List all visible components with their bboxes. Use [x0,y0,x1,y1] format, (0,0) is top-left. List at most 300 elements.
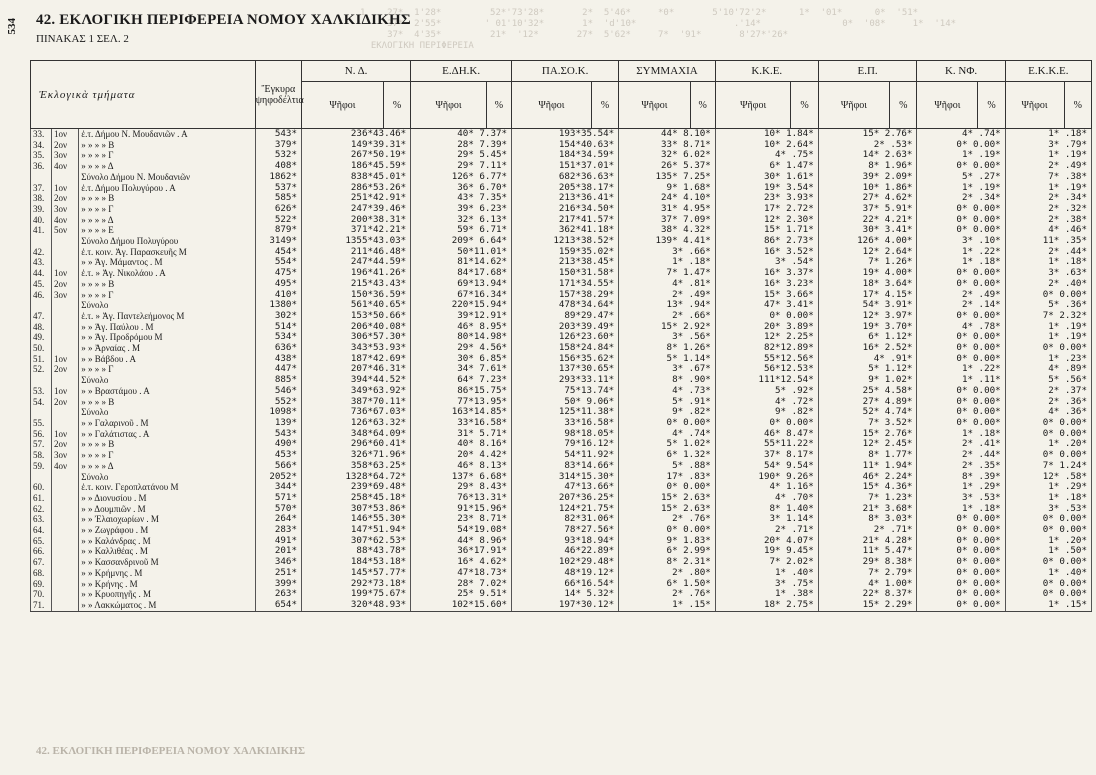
sub-number: 1ον [52,354,79,365]
party-result-cell: 21* 4.28* [818,536,917,547]
district-name: » » » » Β [79,397,255,408]
party-result-cell: 1* .15* [1005,600,1091,611]
header-party-symmachia: ΣΥΜΜΑΧΙΑ [619,61,716,82]
party-result-cell: 2* .34* [917,193,1005,204]
party-result-cell: 26* 5.37* [619,161,716,172]
party-result-cell: 7* 1.24* [1005,461,1091,472]
party-result-cell: 209* 6.64* [411,236,512,247]
table-row [31,140,1092,151]
party-result-cell: 0* 0.00* [1005,418,1091,429]
party-result-cell: 55*12.56* [715,354,818,365]
row-number: 62. [31,504,52,515]
party-result-cell: 29* 7.11* [411,161,512,172]
party-result-cell: 0* 0.00* [715,311,818,322]
table-row [31,183,1092,194]
party-result-cell: 197*30.12* [512,600,619,611]
party-result-cell: 135* 7.25* [619,172,716,183]
valid-ballots: 490* [255,439,301,450]
sub-number: 2ον [52,193,79,204]
table-row [31,375,1092,386]
party-result-cell: 147*51.94* [301,525,410,536]
header-pct: % [890,82,917,129]
row-number: 71. [31,600,52,611]
party-result-cell: 38* 4.32* [619,225,716,236]
district-name: » » Ἁγ. Προδρόμου Μ [79,332,255,343]
party-result-cell: 1* .18* [917,429,1005,440]
header-row-label: Ἐκλογικὰ τμήματα [31,61,256,129]
party-result-cell: 16* 3.52* [715,247,818,258]
sub-number: 4ον [52,461,79,472]
party-result-cell: 200*38.31* [301,215,410,226]
party-result-cell: 838*45.01* [301,172,410,183]
table-row [31,268,1092,279]
party-result-cell: 14* 2.63* [818,150,917,161]
party-result-cell: 6* 1.47* [715,161,818,172]
party-result-cell: 163*14.85* [411,407,512,418]
page-number: 534 [6,18,18,35]
party-result-cell: 14* 5.32* [512,589,619,600]
party-result-cell: 1* .19* [1005,183,1091,194]
party-result-cell: 2* .80* [619,568,716,579]
party-result-cell: 19* 9.45* [715,546,818,557]
party-result-cell: 2* .49* [1005,161,1091,172]
party-result-cell: 216*34.50* [512,204,619,215]
party-result-cell: 5* .56* [1005,375,1091,386]
valid-ballots: 543* [255,429,301,440]
sub-number [52,514,79,525]
row-number: 40. [31,215,52,226]
table-row [31,364,1092,375]
valid-ballots: 201* [255,546,301,557]
party-result-cell: 64* 7.23* [411,375,512,386]
party-result-cell: 1* .11* [917,375,1005,386]
district-name: » » » » Γ [79,290,255,301]
party-result-cell: 4* .70* [715,493,818,504]
valid-ballots: 636* [255,343,301,354]
party-result-cell: 81*14.62* [411,257,512,268]
party-result-cell: 3* .79* [1005,140,1091,151]
party-result-cell: 349*63.92* [301,386,410,397]
party-result-cell: 3* .66* [619,247,716,258]
valid-ballots: 585* [255,193,301,204]
party-result-cell: 293*33.11* [512,375,619,386]
party-result-cell: 28* 7.39* [411,140,512,151]
sub-number: 3ον [52,450,79,461]
party-result-cell: 47*13.66* [512,482,619,493]
party-result-cell: 0* 0.00* [917,525,1005,536]
party-result-cell: 37* 8.17* [715,450,818,461]
party-result-cell: 43* 7.35* [411,193,512,204]
party-result-cell: 40* 7.37* [411,129,512,140]
party-result-cell: 371*42.21* [301,225,410,236]
party-result-cell: 12* .58* [1005,472,1091,483]
valid-ballots: 537* [255,183,301,194]
row-number: 54. [31,397,52,408]
party-result-cell: 4* .72* [715,397,818,408]
party-result-cell: 98*18.05* [512,429,619,440]
header-votes: Ψῆφοι [619,82,690,129]
party-result-cell: 213*38.45* [512,257,619,268]
row-number: 63. [31,514,52,525]
table-row [31,418,1092,429]
district-name: » » » » Δ [79,461,255,472]
sub-number: 2ον [52,364,79,375]
party-result-cell: 20* 4.07* [715,536,818,547]
party-result-cell: 213*36.41* [512,193,619,204]
party-result-cell: 46*22.89* [512,546,619,557]
sub-number: 5ον [52,225,79,236]
party-result-cell: 2* .36* [1005,397,1091,408]
header-pct: % [591,82,618,129]
district-name: » » Ζωγράφου . Μ [79,525,255,536]
party-result-cell: 15* 2.92* [619,322,716,333]
party-result-cell: 11* .35* [1005,236,1091,247]
district-name: » » » » Δ [79,161,255,172]
party-result-cell: 1* .50* [1005,546,1091,557]
district-name: » » » » Β [79,439,255,450]
party-result-cell: 2* .38* [1005,215,1091,226]
party-result-cell: 5* 1.02* [619,439,716,450]
row-number [31,407,52,418]
row-number [31,375,52,386]
valid-ballots: 552* [255,397,301,408]
party-result-cell: 67*16.34* [411,290,512,301]
party-result-cell: 5* .36* [1005,300,1091,311]
party-result-cell: 0* 0.00* [715,418,818,429]
party-result-cell: 362*41.18* [512,225,619,236]
party-result-cell: 32* 6.02* [619,150,716,161]
row-number: 66. [31,546,52,557]
party-result-cell: 27* 4.89* [818,397,917,408]
row-number: 49. [31,332,52,343]
district-name: » » » » Β [79,193,255,204]
table-row [31,193,1092,204]
row-number: 56. [31,429,52,440]
party-result-cell: 47* 3.41* [715,300,818,311]
district-name: » » Λακκώματος . Μ [79,600,255,611]
party-result-cell: 102*15.60* [411,600,512,611]
header-party-ekke: Ε.Κ.Κ.Ε. [1005,61,1091,82]
party-result-cell: 30* 3.41* [818,225,917,236]
valid-ballots: 251* [255,568,301,579]
party-result-cell: 307*62.53* [301,536,410,547]
sub-number: 3ον [52,150,79,161]
party-result-cell: 33*16.58* [512,418,619,429]
party-result-cell: 82*31.06* [512,514,619,525]
sub-number [52,504,79,515]
header-party-ep: Ε.Π. [818,61,917,82]
party-result-cell: 17* 2.72* [715,204,818,215]
party-result-cell: 150*36.59* [301,290,410,301]
party-result-cell: 5* .27* [917,172,1005,183]
page-title: 42. ΕΚΛΟΓΙΚΗ ΠΕΡΙΦΕΡΕΙΑ ΝΟΜΟΥ ΧΑΛΚΙΔΙΚΗΣ [36,12,411,28]
header-pct: % [486,82,511,129]
sub-number: 1ον [52,129,79,140]
valid-ballots: 554* [255,257,301,268]
party-result-cell: 10* 1.84* [715,129,818,140]
party-result-cell: 83*14.66* [512,461,619,472]
party-result-cell: 146*55.30* [301,514,410,525]
table-row [31,172,1092,183]
sub-number [52,375,79,386]
district-name: » » » » Β [79,140,255,151]
party-result-cell: 40* 8.16* [411,439,512,450]
header-party-knf: Κ. ΝΦ. [917,61,1005,82]
party-result-cell: 236*43.46* [301,129,410,140]
party-result-cell: 153*50.66* [301,311,410,322]
party-result-cell: 0* 0.00* [917,557,1005,568]
party-result-cell: 25* 4.58* [818,386,917,397]
party-result-cell: 736*67.03* [301,407,410,418]
party-result-cell: 16* 4.62* [411,557,512,568]
party-result-cell: 0* 0.00* [917,536,1005,547]
party-result-cell: 206*40.08* [301,322,410,333]
table-row [31,407,1092,418]
party-result-cell: 76*13.31* [411,493,512,504]
header-party-kke: Κ.Κ.Ε. [715,61,818,82]
party-result-cell: 55*11.22* [715,439,818,450]
party-result-cell: 5* .92* [715,386,818,397]
party-result-cell: 0* 0.00* [917,568,1005,579]
district-name: ἐ.τ. Δήμου Πολυγύρου . Α [79,183,255,194]
party-result-cell: 207*36.25* [512,493,619,504]
district-name: » » » » Γ [79,364,255,375]
party-result-cell: 46* 8.95* [411,322,512,333]
valid-ballots: 534* [255,332,301,343]
table-row [31,225,1092,236]
table-row [31,461,1092,472]
sub-number [52,493,79,504]
party-result-cell: 0* 0.00* [917,140,1005,151]
party-result-cell: 36*17.91* [411,546,512,557]
district-name: » » Δουμπιῶν . Μ [79,504,255,515]
party-result-cell: 46* 8.47* [715,429,818,440]
header-party-pasok: ΠΑ.ΣΟ.Κ. [512,61,619,82]
table-row [31,354,1092,365]
party-result-cell: 1* .19* [917,183,1005,194]
sub-number [52,343,79,354]
sub-number: 1ον [52,386,79,397]
district-name: Σύνολο [79,300,255,311]
party-result-cell: 126*23.60* [512,332,619,343]
party-result-cell: 2* .34* [1005,193,1091,204]
party-result-cell: 4* 1.00* [818,579,917,590]
district-name: ἐ.τ. » Ἁγ. Νικολάου . Α [79,268,255,279]
party-result-cell: 320*48.93* [301,600,410,611]
party-result-cell: 561*40.65* [301,300,410,311]
district-name: » » Κρυοπηγῆς . Μ [79,589,255,600]
party-result-cell: 124*21.75* [512,504,619,515]
party-result-cell: 1328*64.72* [301,472,410,483]
row-number: 36. [31,161,52,172]
district-name: Σύνολο Δήμου Ν. Μουδανιῶν [79,172,255,183]
party-result-cell: 0* 0.00* [1005,450,1091,461]
party-result-cell: 4* .75* [715,150,818,161]
party-result-cell: 5* .88* [619,461,716,472]
party-result-cell: 22* 4.21* [818,215,917,226]
party-result-cell: 2* .76* [619,589,716,600]
party-result-cell: 11* 5.47* [818,546,917,557]
header-row-parties [31,61,1092,82]
valid-ballots: 263* [255,589,301,600]
party-result-cell: 4* .36* [1005,407,1091,418]
party-result-cell: 0* 0.00* [917,215,1005,226]
header-votes: Ψῆφοι [917,82,978,129]
header-votes: Ψῆφοι [818,82,889,129]
sub-number [52,472,79,483]
row-number: 60. [31,482,52,493]
party-result-cell: 5* 1.14* [619,354,716,365]
party-result-cell: 9* 1.02* [818,375,917,386]
party-result-cell: 258*45.18* [301,493,410,504]
party-result-cell: 307*53.86* [301,504,410,515]
table-row [31,204,1092,215]
valid-ballots: 447* [255,364,301,375]
party-result-cell: 137* 6.68* [411,472,512,483]
district-name: » » » » Β [79,279,255,290]
party-result-cell: 1* .19* [1005,322,1091,333]
row-number: 34. [31,140,52,151]
sub-number: 3ον [52,204,79,215]
sub-number: 2ον [52,439,79,450]
party-result-cell: 0* 0.00* [1005,514,1091,525]
party-result-cell: 4* .91* [818,354,917,365]
party-result-cell: 1355*43.03* [301,236,410,247]
party-result-cell: 8* .90* [619,375,716,386]
valid-ballots: 1098* [255,407,301,418]
header-pct: % [791,82,818,129]
party-result-cell: 292*73.18* [301,579,410,590]
party-result-cell: 0* 0.00* [917,418,1005,429]
district-name: » » Ἁγ. Μάμαντος . Μ [79,257,255,268]
party-result-cell: 50* 9.06* [512,397,619,408]
party-result-cell: 296*60.41* [301,439,410,450]
party-result-cell: 15* 3.66* [715,290,818,301]
party-result-cell: 6* 1.32* [619,450,716,461]
party-result-cell: 12* 2.45* [818,439,917,450]
valid-ballots: 346* [255,557,301,568]
valid-ballots: 495* [255,279,301,290]
district-name: » » Διονυσίου . Μ [79,493,255,504]
party-result-cell: 187*42.69* [301,354,410,365]
party-result-cell: 1* .18* [917,504,1005,515]
party-result-cell: 59* 6.71* [411,225,512,236]
party-result-cell: 203*39.49* [512,322,619,333]
row-number: 35. [31,150,52,161]
row-number [31,236,52,247]
district-name: Σύνολο [79,407,255,418]
district-name: Σύνολο [79,472,255,483]
party-result-cell: 326*71.96* [301,450,410,461]
party-result-cell: 215*43.43* [301,279,410,290]
party-result-cell: 0* 0.00* [1005,525,1091,536]
row-number: 67. [31,557,52,568]
table-row [31,450,1092,461]
party-result-cell: 111*12.54* [715,375,818,386]
row-number: 45. [31,279,52,290]
party-result-cell: 3* .54* [715,257,818,268]
valid-ballots: 264* [255,514,301,525]
party-result-cell: 4* .46* [1005,225,1091,236]
party-result-cell: 48*19.12* [512,568,619,579]
row-number: 68. [31,568,52,579]
party-result-cell: 79*16.12* [512,439,619,450]
party-result-cell: 2* .53* [818,140,917,151]
party-result-cell: 2* .49* [917,290,1005,301]
party-result-cell: 1* .15* [619,600,716,611]
district-name: ἐ.τ. κοιν. Γεροπλατάνου Μ [79,482,255,493]
party-result-cell: 4* .81* [619,279,716,290]
table-row [31,600,1092,611]
table-subtitle: ΠΙΝΑΚΑΣ 1 ΣΕΛ. 2 [36,33,129,45]
row-number: 44. [31,268,52,279]
party-result-cell: 31* 4.95* [619,204,716,215]
party-result-cell: 0* 0.00* [1005,290,1091,301]
party-result-cell: 46* 2.24* [818,472,917,483]
valid-ballots: 885* [255,375,301,386]
party-result-cell: 54* 9.54* [715,461,818,472]
district-name: » » Ἁγ. Παύλου . Μ [79,322,255,333]
party-result-cell: 0* 0.00* [917,600,1005,611]
party-result-cell: 348*64.09* [301,429,410,440]
results-body [31,129,1092,612]
party-result-cell: 3* .10* [917,236,1005,247]
party-result-cell: 2* .37* [1005,386,1091,397]
party-result-cell: 8* 1.40* [715,504,818,515]
row-number: 52. [31,364,52,375]
row-number: 65. [31,536,52,547]
party-result-cell: 44* 8.10* [619,129,716,140]
party-result-cell: 1* .19* [1005,150,1091,161]
party-result-cell: 1* .40* [1005,568,1091,579]
district-name: Σύνολο [79,375,255,386]
party-result-cell: 25* 9.51* [411,589,512,600]
party-result-cell: 33*16.58* [411,418,512,429]
party-result-cell: 88*43.78* [301,546,410,557]
party-result-cell: 239*69.48* [301,482,410,493]
party-result-cell: 77*13.95* [411,397,512,408]
party-result-cell: 12* 2.30* [715,215,818,226]
party-result-cell: 39* 6.23* [411,204,512,215]
party-result-cell: 0* 0.00* [917,354,1005,365]
table-row [31,311,1092,322]
results-table [30,60,1092,612]
district-name: » » Κασσανδρινοῦ Μ [79,557,255,568]
row-number: 48. [31,322,52,333]
valid-ballots: 1380* [255,300,301,311]
party-result-cell: 205*38.17* [512,183,619,194]
party-result-cell: 8* 1.96* [818,161,917,172]
party-result-cell: 1* .18* [1005,257,1091,268]
party-result-cell: 0* 0.00* [917,268,1005,279]
table-row [31,568,1092,579]
party-result-cell: 193*35.54* [512,129,619,140]
party-result-cell: 66*16.54* [512,579,619,590]
row-number: 39. [31,204,52,215]
valid-ballots: 453* [255,450,301,461]
party-result-cell: 29* 8.38* [818,557,917,568]
party-result-cell: 2* .44* [1005,247,1091,258]
party-result-cell: 32* 6.13* [411,215,512,226]
row-number: 42. [31,247,52,258]
party-result-cell: 0* 0.00* [1005,557,1091,568]
party-result-cell: 2* .14* [917,300,1005,311]
party-result-cell: 4* .73* [619,386,716,397]
party-result-cell: 15* 2.63* [619,504,716,515]
party-result-cell: 126* 6.77* [411,172,512,183]
party-result-cell: 30* 6.85* [411,354,512,365]
table-row [31,504,1092,515]
